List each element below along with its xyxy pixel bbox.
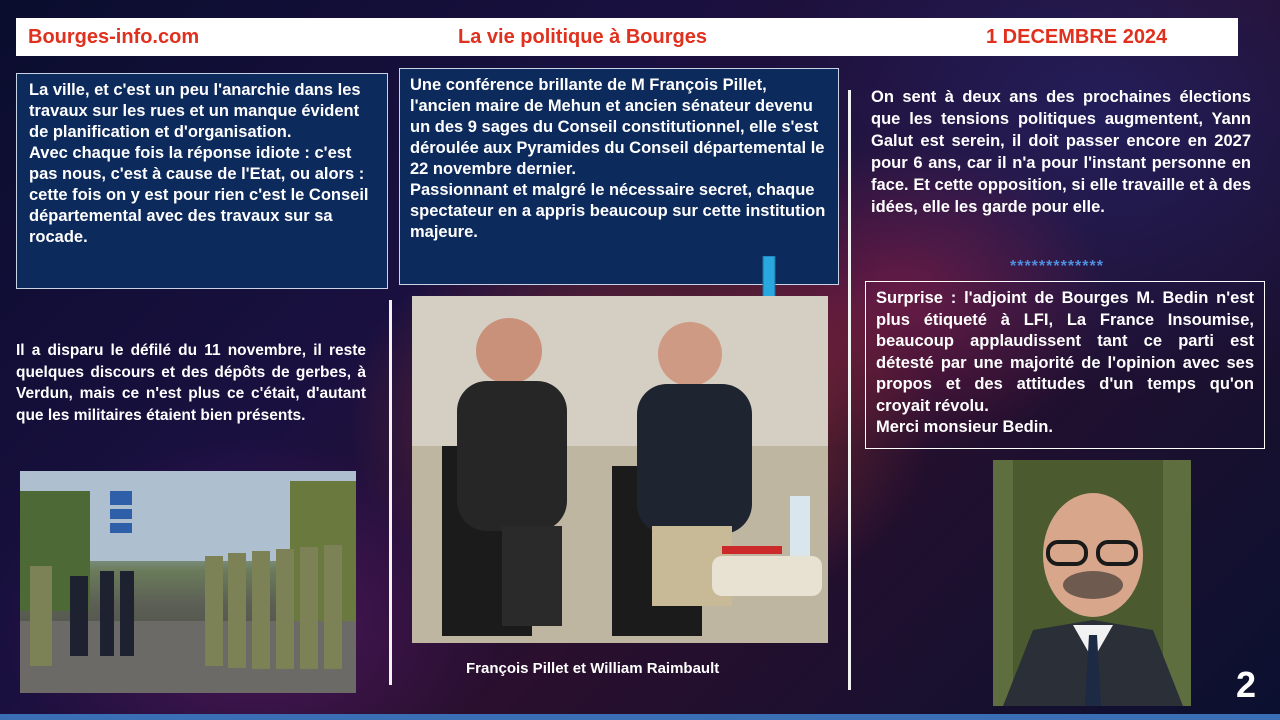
parade-paragraph: Il a disparu le défilé du 11 novembre, il reste quelques discours et des dépôts de gerbes, à Verdun, mais ce n'est plus ce c'était, d'autant que les militaires étaient bien présents.: [16, 342, 366, 424]
photo-caption: François Pillet et William Raimbault: [466, 660, 720, 677]
publication-date: 1 DECEMBRE 2024: [986, 25, 1168, 48]
works-article-box: [16, 73, 388, 289]
bedin-paragraph-1: Surprise : l'adjoint de Bourges M. Bedin n'est plus étiqueté à LFI, La France Insoumise, beaucoup applaudissent tant ce parti est détesté par une majorité de l'opinion avec ses propos et des attitudes d'un temps qu'on croyait révolu.: [876, 289, 1254, 415]
ceremony-photo: [20, 471, 356, 693]
bedin-portrait-photo: [993, 460, 1191, 706]
conference-article-box: [399, 68, 839, 285]
bottom-border: [0, 714, 1280, 720]
conference-paragraph-1: Une conférence brillante de M François Pillet, l'ancien maire de Mehun et ancien sénateur devenu un des 9 sages du Conseil constitutionnel, elle s'est déroulée aux Pyramides du Conseil départemental le 22 novembre dernier.: [410, 76, 825, 178]
elections-paragraph: On sent à deux ans des prochaines élections que les tensions politiques augmentent, Yann Galut est serein, il doit passer encore en 2027 pour 6 ans, car il n'a pour l'instant personne en face. Et cette opposition, si elle travaille et à des idées, elle les garde pour elle.: [871, 88, 1251, 216]
site-name[interactable]: Bourges-info.com: [28, 25, 200, 48]
header-bar: [16, 18, 1238, 56]
works-paragraph-2: Avec chaque fois la réponse idiote : c'est pas nous, c'est à cause de l'Etat, ou alors : cette fois on y est pour rien c'est le Conseil départemental avec des travaux sur sa rocade.: [29, 144, 369, 246]
separator-stars: *************: [1010, 258, 1104, 275]
conference-paragraph-2: Passionnant et malgré le nécessaire secret, chaque spectateur en a appris beaucoup sur cette institution majeure.: [410, 181, 826, 241]
bedin-paragraph-2: Merci monsieur Bedin.: [876, 418, 1053, 436]
bedin-article-box: [865, 281, 1265, 449]
conference-photo: [412, 296, 828, 643]
column-divider-left: [389, 300, 392, 685]
page-number: 2: [1236, 664, 1257, 705]
page-title: La vie politique à Bourges: [458, 25, 707, 48]
column-divider-right: [848, 90, 851, 690]
works-paragraph-1: La ville, et c'est un peu l'anarchie dans les travaux sur les rues et un manque évident de planification et d'organisation.: [29, 81, 361, 141]
